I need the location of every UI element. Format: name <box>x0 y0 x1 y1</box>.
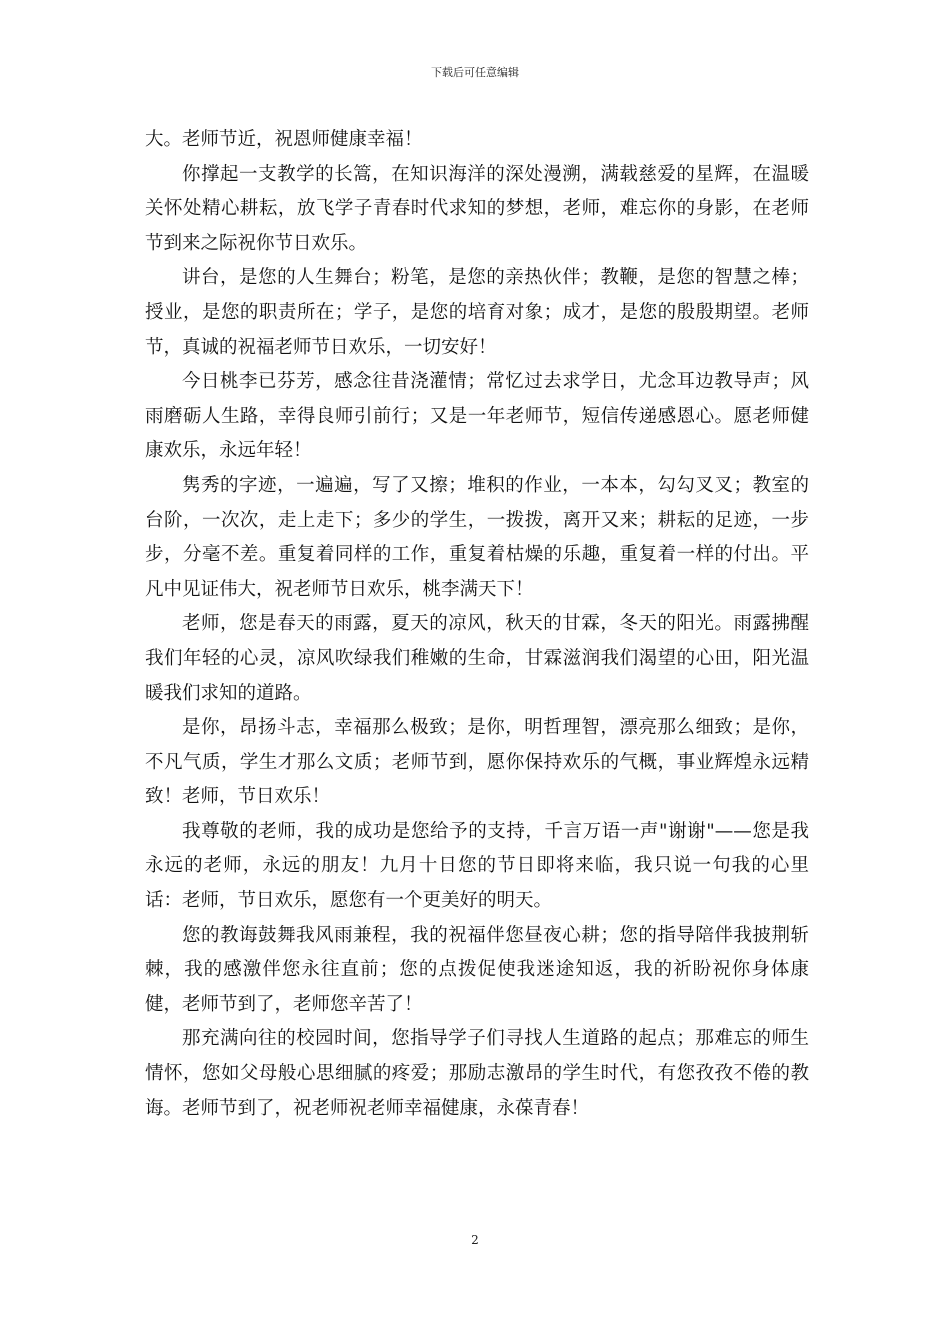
paragraph: 是你，昂扬斗志，幸福那么极致；是你，明哲理智，漂亮那么细致；是你，不凡气质，学生才那么文质；老师节到，愿你保持欢乐的气概，事业辉煌永远精致！老师，节日欢乐！ <box>145 717 809 808</box>
paragraph: 讲台，是您的人生舞台；粉笔，是您的亲热伙伴；教鞭，是您的智慧之棒；授业，是您的职责所在；学子，是您的培育对象；成才，是您的殷殷期望。老师节，真诚的祝福老师节日欢乐，一切安好！ <box>145 267 809 358</box>
paragraph-continuation: 大。老师节近，祝恩师健康幸福！ <box>145 129 423 150</box>
document-body <box>145 123 809 1126</box>
paragraph: 您的教诲鼓舞我风雨兼程，我的祝福伴您昼夜心耕；您的指导陪伴我披荆斩棘，我的感激伴您永往直前；您的点拨促使我迷途知返，我的祈盼祝你身体康健，老师节到了，老师您辛苦了！ <box>145 924 809 1015</box>
paragraph: 那充满向往的校园时间，您指导学子们寻找人生道路的起点；那难忘的师生情怀，您如父母般心思细腻的疼爱；那励志激昂的学生时代，有您孜孜不倦的教诲。老师节到了，祝老师祝老师幸福健康，永葆青春！ <box>145 1028 809 1119</box>
page-header: 下载后可任意编辑 <box>431 66 519 79</box>
paragraph: 我尊敬的老师，我的成功是您给予的支持，千言万语一声"谢谢"——您是我永远的老师，永远的朋友！九月十日您的节日即将来临，我只说一句我的心里话：老师，节日欢乐，愿您有一个更美好的明天。 <box>145 820 809 912</box>
paragraph: 今日桃李已芬芳，感念往昔浇灌情；常忆过去求学日，尤念耳边教导声；风雨磨砺人生路，幸得良师引前行；又是一年老师节，短信传递感恩心。愿老师健康欢乐，永远年轻！ <box>145 371 809 462</box>
paragraph: 你撑起一支教学的长篙，在知识海洋的深处漫溯，满载慈爱的星辉，在温暖关怀处精心耕耘，放飞学子青春时代求知的梦想，老师，难忘你的身影，在老师节到来之际祝你节日欢乐。 <box>145 163 809 254</box>
paragraph: 隽秀的字迹，一遍遍，写了又擦；堆积的作业，一本本，勾勾叉叉；教室的台阶，一次次，走上走下；多少的学生，一拨拨，离开又来；耕耘的足迹，一步步，分毫不差。重复着同样的工作，重复着枯燥的乐趣，重复着一样的付出。平凡中见证伟大，祝老师节日欢乐，桃李满天下！ <box>145 474 809 600</box>
paragraph: 老师，您是春天的雨露，夏天的凉风，秋天的甘霖，冬天的阳光。雨露拂醒我们年轻的心灵，凉风吹绿我们稚嫩的生命，甘霖滋润我们渴望的心田，阳光温暖我们求知的道路。 <box>145 613 809 704</box>
page-number: 2 <box>471 1233 479 1247</box>
